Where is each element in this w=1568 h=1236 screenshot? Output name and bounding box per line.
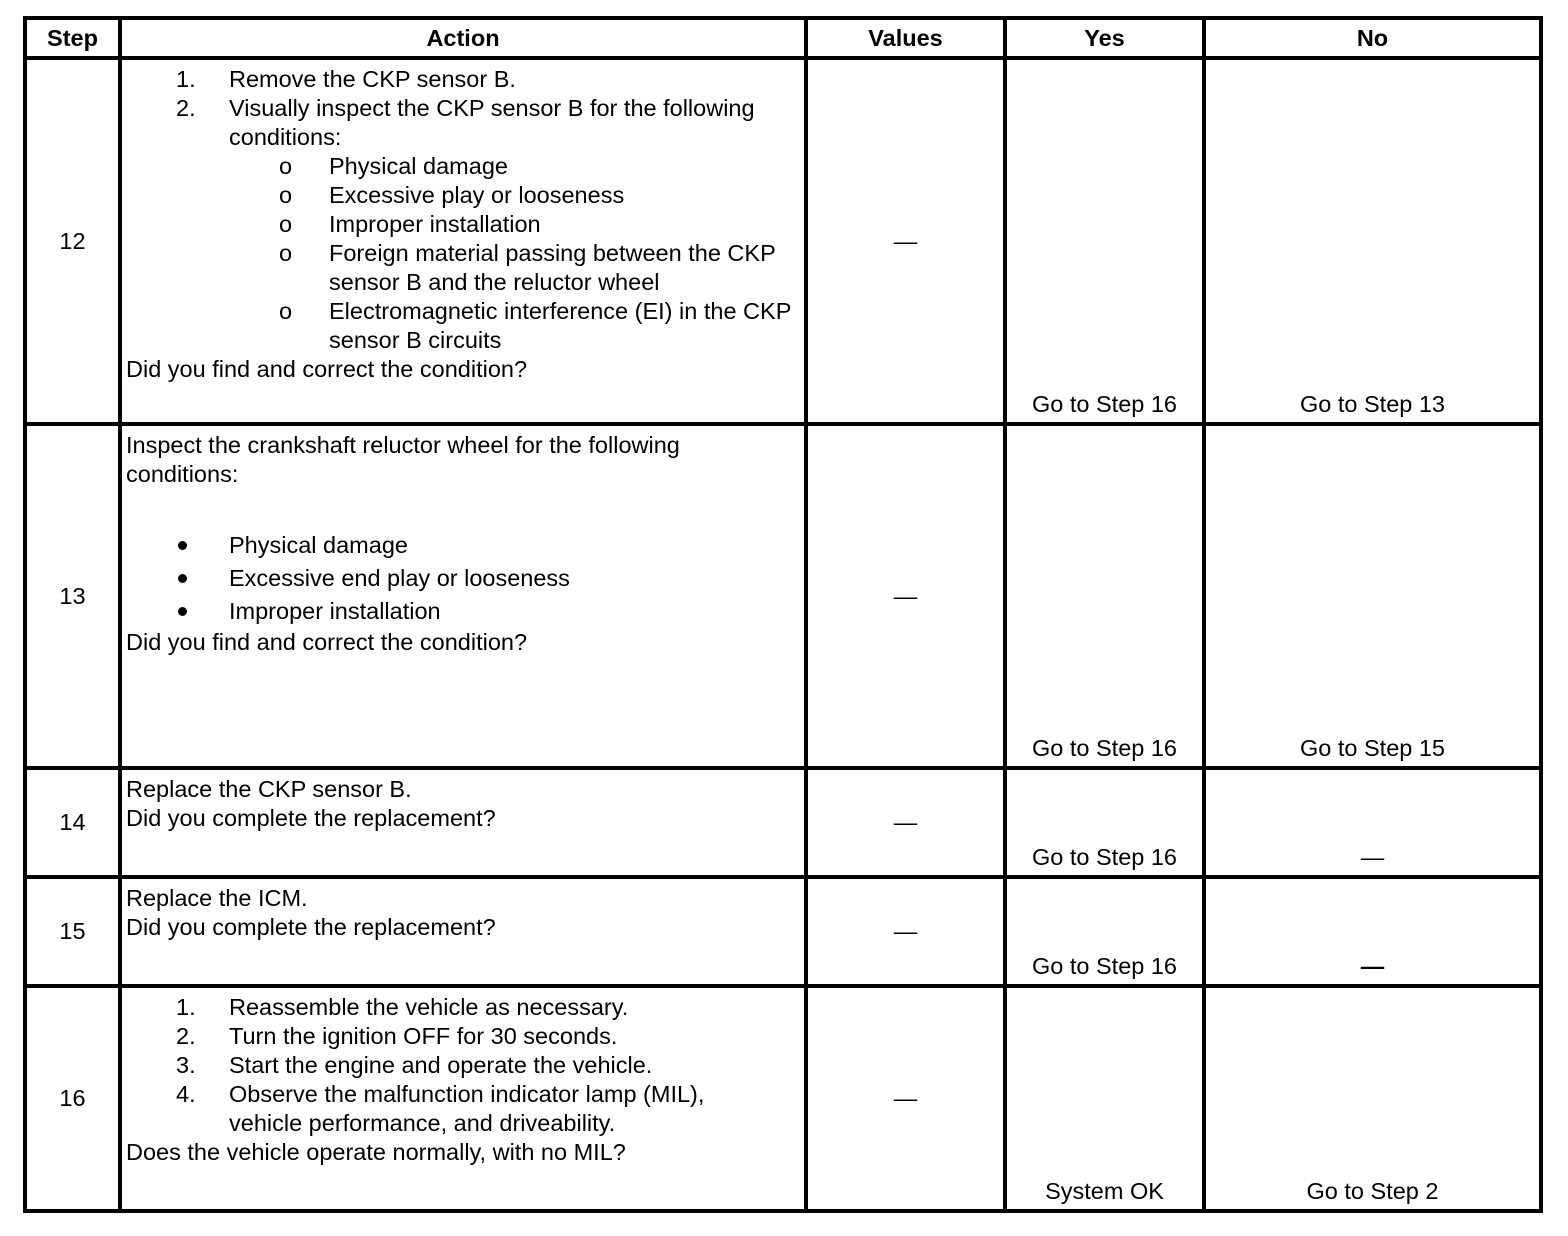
action-intro: Replace the CKP sensor B.	[126, 776, 412, 802]
yes-cell: System OK	[1005, 986, 1204, 1211]
header-values: Values	[806, 18, 1005, 58]
action-question: Did you complete the replacement?	[126, 914, 496, 940]
no-cell: Go to Step 13	[1204, 58, 1541, 424]
list-item: o Excessive play or looseness	[279, 182, 625, 208]
no-cell: —	[1204, 768, 1541, 877]
numbered-steps	[126, 993, 796, 1138]
step-number: 15	[25, 877, 120, 986]
step-number: 16	[25, 986, 120, 1211]
action-cell	[120, 58, 806, 424]
yes-cell: Go to Step 16	[1005, 877, 1204, 986]
action-question: Does the vehicle operate normally, with no MIL?	[126, 1139, 626, 1165]
table-row-step-14	[25, 768, 1541, 877]
no-cell: Go to Step 2	[1204, 986, 1541, 1211]
list-item: o Improper installation	[279, 211, 541, 237]
list-item: o Physical damage	[279, 153, 508, 179]
action-intro: Replace the ICM.	[126, 885, 308, 911]
list-item: Physical damage	[126, 529, 796, 562]
header-step: Step	[25, 18, 120, 58]
values-cell: —	[806, 58, 1005, 424]
no-cell: Go to Step 15	[1204, 424, 1541, 768]
header-row	[25, 18, 1541, 58]
header-action: Action	[120, 18, 806, 58]
table-row-step-13	[25, 424, 1541, 768]
header-yes: Yes	[1005, 18, 1204, 58]
action-question: Did you find and correct the condition?	[126, 629, 528, 655]
action-cell	[120, 768, 806, 877]
values-cell: —	[806, 424, 1005, 768]
action-cell	[120, 424, 806, 768]
table-row-step-15	[25, 877, 1541, 986]
bullet-icon	[178, 607, 187, 616]
yes-cell: Go to Step 16	[1005, 768, 1204, 877]
table-row-step-12	[25, 58, 1541, 424]
action-cell	[120, 986, 806, 1211]
list-item: 2. Visually inspect the CKP sensor B for the following conditions: o Physical damage o Excessive play or looseness o Improper installation o Foreign material passing between the CKP sensor B and the reluctor wheel o Electromagnetic interference (EI) in the CKP sensor B circuits	[126, 94, 796, 355]
circle-bullet-icon: o	[279, 298, 293, 324]
values-cell: —	[806, 877, 1005, 986]
header-no: No	[1204, 18, 1541, 58]
list-item: o Electromagnetic interference (EI) in the CKP sensor B circuits	[279, 298, 791, 353]
bullet-icon	[178, 574, 187, 583]
condition-sublist	[229, 152, 796, 355]
circle-bullet-icon: o	[279, 182, 293, 208]
list-item: o Foreign material passing between the CKP sensor B and the reluctor wheel	[279, 240, 776, 295]
circle-bullet-icon: o	[279, 240, 293, 266]
yes-cell: Go to Step 16	[1005, 424, 1204, 768]
condition-bullets	[126, 529, 796, 628]
no-cell: —	[1204, 877, 1541, 986]
step-number: 12	[25, 58, 120, 424]
action-question: Did you complete the replacement?	[126, 805, 496, 831]
list-item: 3. Start the engine and operate the vehicle.	[176, 1052, 653, 1078]
step-number: 13	[25, 424, 120, 768]
list-item: 1. Remove the CKP sensor B.	[176, 66, 516, 92]
list-item: Improper installation	[126, 595, 796, 628]
bullet-icon	[178, 541, 187, 550]
circle-bullet-icon: o	[279, 211, 293, 237]
numbered-steps	[126, 65, 796, 355]
table-row-step-16	[25, 986, 1541, 1211]
action-intro: Inspect the crankshaft reluctor wheel for the following conditions:	[126, 432, 680, 487]
yes-cell: Go to Step 16	[1005, 58, 1204, 424]
action-question: Did you find and correct the condition?	[126, 356, 528, 382]
list-item: Excessive end play or looseness	[126, 562, 796, 595]
step-number: 14	[25, 768, 120, 877]
list-item: 2. Turn the ignition OFF for 30 seconds.	[176, 1023, 618, 1049]
list-item: 4. Observe the malfunction indicator lamp (MIL), vehicle performance, and driveability.	[176, 1081, 705, 1136]
values-cell: —	[806, 986, 1005, 1211]
diagnostic-table	[23, 16, 1543, 1213]
list-item: 1. Reassemble the vehicle as necessary.	[176, 994, 629, 1020]
action-cell	[120, 877, 806, 986]
circle-bullet-icon: o	[279, 153, 293, 179]
values-cell: —	[806, 768, 1005, 877]
